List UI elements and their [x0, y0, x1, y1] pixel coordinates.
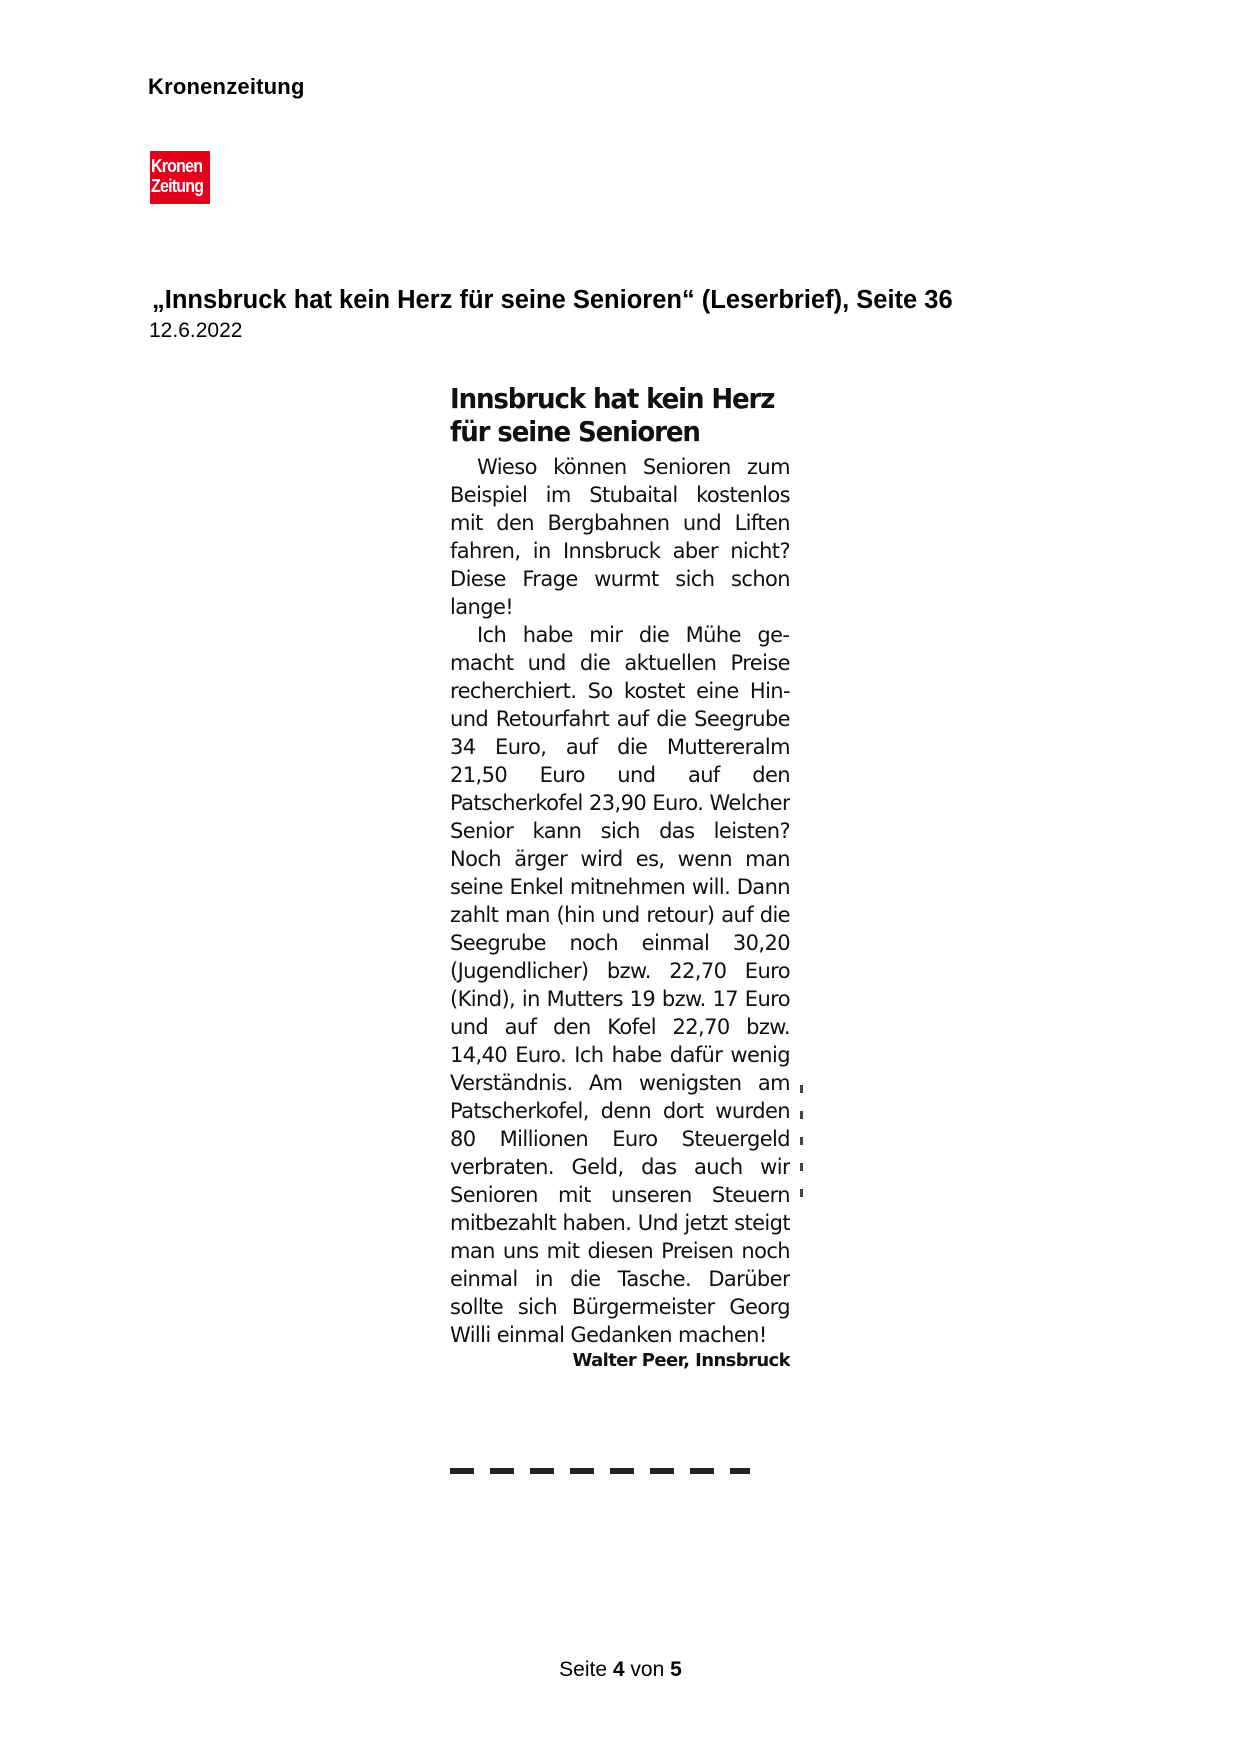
logo-line-1: Kronen — [151, 157, 203, 177]
clipping-paragraph-2: Ich habe mir die Mühe gemacht und die aktuellen Preise recherchiert. So kostet eine Hin- und Retourfahrt auf die Seegrube 34 Euro, auf die Muttereralm 21,50 Euro und auf den Patscherkofel 23,90 Euro. Welcher Senior kann sich das leisten? Noch ärger wird es, wenn man seine Enkel mitnehmen will. Dann zahlt man (hin und retour) auf die Seegrube noch einmal 30,20 (Jugendlicher) bzw. 22,70 Euro (Kind), in Mutters 19 bzw. 17 Euro und auf den Kofel 22,70 bzw. 14,40 Euro. Ich habe dafür wenig Verständnis. Am wenigsten am Patscherkofel, denn dort wurden 80 Millionen Euro Steuergeld verbraten. Geld, das auch wir Senioren mit unseren Steuern mitbezahlt haben. Und jetzt steigt man uns mit diesen Preisen noch einmal in die Tasche. Darüber sollte sich Bürgermeister Georg Willi einmal Gedanken machen! — [450, 623, 790, 1347]
clipping-paragraph-1: Wieso können Senioren zum Beispiel im Stubaital kostenlos mit den Bergbahnen und Liften fahren, in Innsbruck aber nicht? Diese Frage wurmt sich schon lange! — [450, 455, 790, 619]
document-title: „Innsbruck hat kein Herz für seine Senioren“ (Leserbrief), Seite 36 — [152, 286, 953, 314]
newspaper-clipping — [450, 382, 790, 1474]
clipping-edge-marks — [800, 1085, 808, 1205]
logo-line-2: Zeitung — [151, 177, 204, 197]
page-footer — [0, 1658, 1241, 1682]
footer-middle: von — [630, 1658, 665, 1681]
clipping-headline-line-2: für seine Senioren — [450, 415, 700, 448]
clipping-cutoff-edge — [450, 1468, 750, 1474]
clipping-headline — [450, 382, 775, 448]
footer-total-pages: 5 — [670, 1658, 682, 1681]
footer-current-page: 4 — [612, 1658, 625, 1681]
source-name: Kronenzeitung — [148, 74, 305, 99]
clipping-headline-line-1: Innsbruck hat kein Herz — [450, 382, 775, 415]
kronen-zeitung-logo — [150, 151, 210, 204]
document-date: 12.6.2022 — [149, 319, 243, 342]
clipping-author: Walter Peer, Innsbruck — [572, 1350, 790, 1371]
footer-prefix: Seite — [559, 1658, 608, 1681]
clipping-body — [450, 453, 790, 1349]
